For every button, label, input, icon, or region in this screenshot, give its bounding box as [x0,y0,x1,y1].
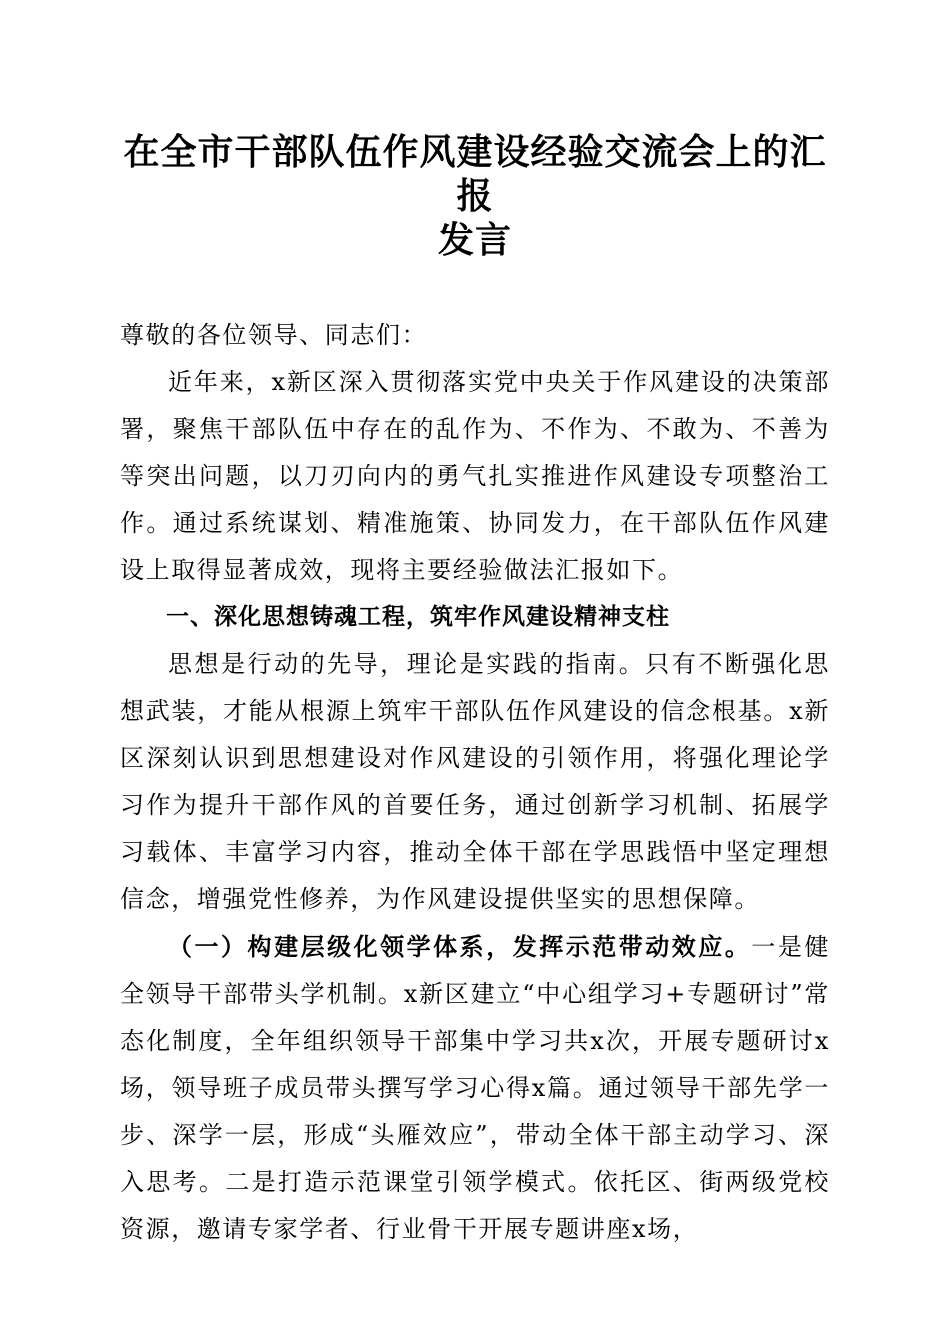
salutation: 尊敬的各位领导、同志们： [120,321,428,349]
section-1-heading: 一、深化思想铸魂工程，筑牢作风建设精神支柱 [166,604,670,630]
document-body [120,312,830,1253]
subsection-1-lead: （一）构建层级化领学体系，发挥示范带动效应。 [168,932,752,961]
intro-paragraph: 近年来，x新区深入贯彻落实党中央关于作风建设的决策部署，聚焦干部队伍中存在的乱作为、不作为、不敢为、不善为等突出问题，以刀刃向内的勇气扎实推进作风建设专项整治工作。通过系统谋划、精准施策、协同发力，在干部队伍作风建设上取得显著成效，现将主要经验做法汇报如下。 [120,368,830,584]
section-1-paragraph: 思想是行动的先导，理论是实践的指南。只有不断强化思想武装，才能从根源上筑牢干部队伍作风建设的信念根基。x新区深刻认识到思想建设对作风建设的引领作用，将强化理论学习作为提升干部作风的首要任务，通过创新学习机制、拓展学习载体、丰富学习内容，推动全体干部在学思践悟中坚定理想信念，增强党性修养，为作风建设提供坚实的思想保障。 [120,650,830,913]
title-line-2: 发言 [437,219,512,261]
document-title [120,130,830,262]
subsection-1-text: 一是健全领导干部带头学机制。x新区建立“中心组学习+专题研讨”常态化制度，全年组织领导干部集中学习共x次，开展专题研讨x场，领导班子成员带头撰写学习心得x篇。通过领导干部先学一步、深学一层，形成“头雁效应”，带动全体干部主动学习、深入思考。二是打造示范课堂引领学模式。依托区、街两级党校资源，邀请专家学者、行业骨干开展专题讲座x场， [120,933,830,1243]
subsection-1-paragraph [120,923,830,1253]
title-line-1: 在全市干部队伍作风建设经验交流会上的汇报 [123,131,827,217]
